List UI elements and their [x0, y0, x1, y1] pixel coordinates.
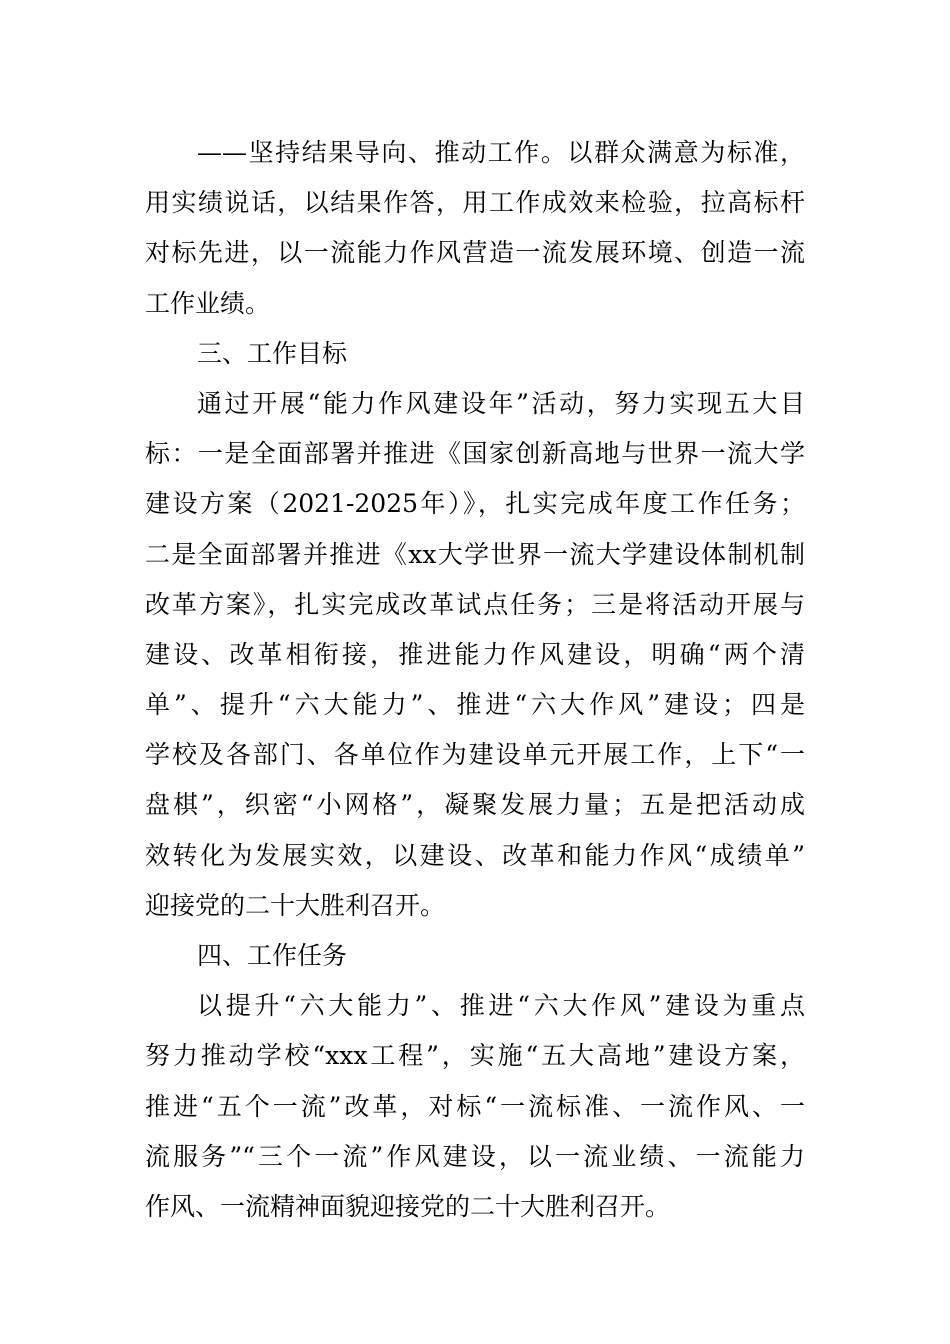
paragraph-principle-results [145, 128, 805, 329]
text-line: 努力推动学校“xxx工程”，实施“五大高地”建设方案， [145, 1041, 805, 1071]
document-page [145, 128, 805, 1232]
text-line: 作风、一流精神面貌迎接党的二十大胜利召开。 [145, 1191, 671, 1221]
paragraph-work-tasks [145, 981, 805, 1232]
text-line: 建设、改革相衔接，推进能力作风建设，明确“两个清 [145, 639, 805, 669]
section-heading: 四、工作任务 [197, 941, 348, 970]
section-heading-work-tasks [145, 931, 805, 981]
text-line: 迎接党的二十大胜利召开。 [145, 890, 446, 920]
text-line: 学校及各部门、各单位作为建设单元开展工作，上下“一 [145, 740, 805, 770]
text-line: 二是全面部署并推进《xx大学世界一流大学建设体制机制 [145, 539, 805, 569]
text-line: 流服务”“三个一流”作风建设，以一流业绩、一流能力 [145, 1141, 805, 1171]
text-line: 单”、提升“六大能力”、推进“六大作风”建设；四是 [145, 690, 805, 720]
text-line: 以提升“六大能力”、推进“六大作风”建设为重点 [197, 991, 805, 1021]
section-heading-work-goals [145, 329, 805, 379]
paragraph-work-goals [145, 379, 805, 931]
text-line: 对标先进，以一流能力作风营造一流发展环境、创造一流 [145, 238, 805, 268]
text-line: 盘棋”，织密“小网格”，凝聚发展力量；五是把活动成 [145, 790, 805, 820]
text-line: 改革方案》，扎实完成改革试点任务；三是将活动开展与 [145, 589, 805, 619]
section-heading: 三、工作目标 [197, 338, 348, 368]
text-line: 标：一是全面部署并推进《国家创新高地与世界一流大学 [145, 439, 805, 469]
text-line: 工作业绩。 [145, 288, 271, 318]
text-line: 效转化为发展实效，以建设、改革和能力作风“成绩单” [145, 840, 805, 870]
text-line: ——坚持结果导向、推动工作。以群众满意为标准， [197, 138, 805, 167]
text-line: 建设方案（2021-2025年）》，扎实完成年度工作任务； [145, 489, 805, 519]
text-line: 用实绩说话，以结果作答，用工作成效来检验，拉高标杆 [145, 188, 805, 218]
text-line: 通过开展“能力作风建设年”活动，努力实现五大目 [197, 388, 805, 418]
text-line: 推进“五个一流”改革，对标“一流标准、一流作风、一 [145, 1091, 805, 1121]
